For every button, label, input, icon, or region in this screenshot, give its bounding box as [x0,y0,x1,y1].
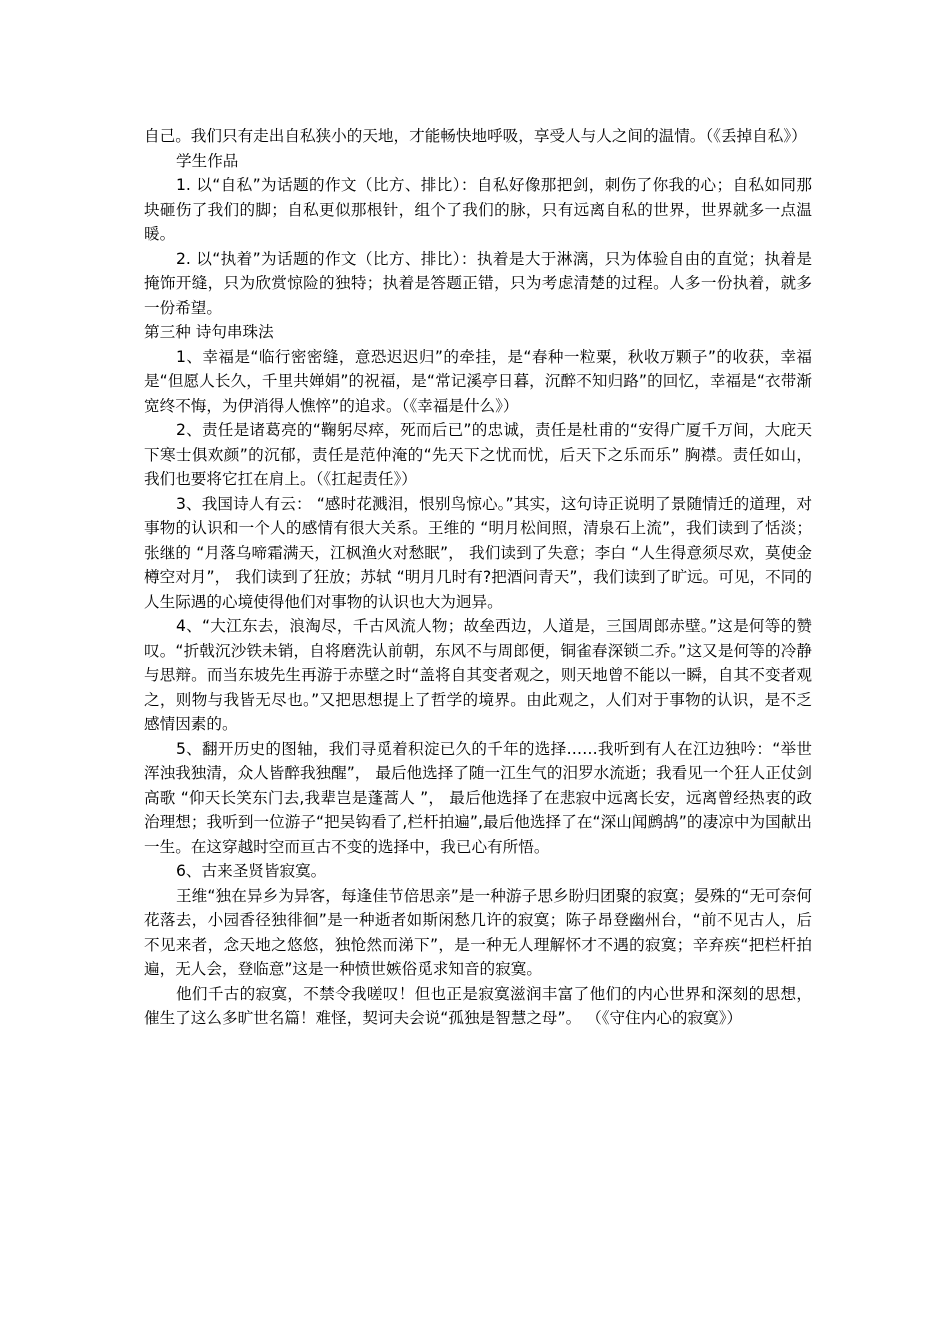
paragraph-poets-feelings: 3、我国诗人有云： “感时花溅泪，恨别鸟惊心。”其实，这句诗正说明了景随情迁的道理，对事物的认识和一个人的感情有很大关系。王维的 “明月松间照，清泉石上流”，我们读到了恬淡；张继的 “月落乌啼霜满天，江枫渔火对愁眠”， 我们读到了失意；李白 “人生得意须尽欢，莫使金樽空对月”， 我们读到了狂放；苏轼 “明月几时有?把酒问青天”，我们读到了旷远。可见，不同的人生际遇的心境使得他们对事物的认识也大为迥异。 [144,494,812,611]
paragraph-example-persistence: 2. 以“执着”为话题的作文（比方、排比）：执着是大于淋漓，只为体验自由的直觉；执着是掩饰开缝，只为欣赏惊险的独特；执着是答题正错，只为考虑清楚的过程。人多一份执着，就多一份希望。 [144,249,812,317]
paragraph-red-cliff: 4、“大江东去，浪淘尽，千古风流人物；故垒西边，人道是，三国周郎赤壁。”这是何等的赞叹。“折戟沉沙铁未销，自将磨洗认前朝，东风不与周郎便，铜雀春深锁二乔。”这又是何等的冷静与思辩。而当东坡先生再游于赤壁之时“盖将自其变者观之，则天地曾不能以一瞬，自其不变者观之，则物与我皆无尽也。”又把思想提上了哲学的境界。由此观之，人们对于事物的认识，是不乏感情因素的。 [144,617,812,733]
paragraph-loneliness-conclusion: 他们千古的寂寞，不禁令我嗟叹！但也正是寂寞滋润丰富了他们的内心世界和深刻的思想，催生了这么多旷世名篇！难怪，契诃夫会说“孤独是智慧之母”。 （《守住内心的寂寞》） [144,984,812,1027]
paragraph-example-selfishness: 1. 以“自私”为话题的作文（比方、排比）：自私好像那把剑，刺伤了你我的心；自私如同那块砸伤了我们的脚；自私更似那根针，组个了我们的脉，只有远离自私的世界，世界就多一点温暖。 [144,176,812,243]
paragraph-loneliness-examples: 王维“独在异乡为异客，每逢佳节倍思亲”是一种游子思乡盼归团聚的寂寞；晏殊的“无可奈何花落去，小园香径独徘徊”是一种逝者如斯闲愁几许的寂寞；陈子昂登幽州台，“前不见古人，后不见来者，念天地之悠悠，独怆然而涕下”，是一种无人理解怀才不遇的寂寞；辛弃疾“把栏杆拍遍，无人会，登临意”这是一种愤世嫉俗觅求知音的寂寞。 [144,886,812,978]
paragraph-conclusion-selfishness: 自己。我们只有走出自私狭小的天地，才能畅快地呼吸，享受人与人之间的温情。（《丢掉自私》） [144,127,807,145]
section-heading-method-three: 第三种 诗句串珠法 [144,323,274,341]
document-page [144,124,812,1031]
paragraph-happiness: 1、幸福是“临行密密缝，意恐迟迟归”的牵挂，是“春种一粒粟，秋收万颗子”的收获，幸福是“但愿人长久，千里共婵娟”的祝福，是“常记溪亭日暮，沉醉不知归路”的回忆，幸福是“衣带渐宽终不悔，为伊消得人憔悴”的追求。（《幸福是什么》） [144,347,812,415]
paragraph-sages-loneliness: 6、古来圣贤皆寂寞。 [176,862,327,880]
section-label-student-works: 学生作品 [176,151,239,170]
paragraph-historical-choices: 5、翻开历史的图轴，我们寻觅着积淀已久的千年的选择……我听到有人在江边独吟：“举世浑浊我独清，众人皆醉我独醒”， 最后他选择了随一江生气的汨罗水流逝；我看见一个狂人正仗剑高歌 “仰天长笑东门去,我辈岂是蓬蒿人 ”， 最后他选择了在悲寂中远离长安，远离曾经热衷的政治理想；我听到一位游子“把吴钩看了,栏杆拍遍”,最后他选择了在“深山闻鹧鸪”的凄凉中为国献出一生。在这穿越时空而亘古不变的选择中，我已心有所悟。 [144,739,812,856]
paragraph-responsibility: 2、责任是诸葛亮的“鞠躬尽瘁，死而后已”的忠诚，责任是杜甫的“安得广厦千万间，大庇天下寒士俱欢颜”的沉郁，责任是范仲淹的“先天下之忧而忧，后天下之乐而乐” 胸襟。责任如山，我们也要将它扛在肩上。（《扛起责任》） [144,421,812,488]
